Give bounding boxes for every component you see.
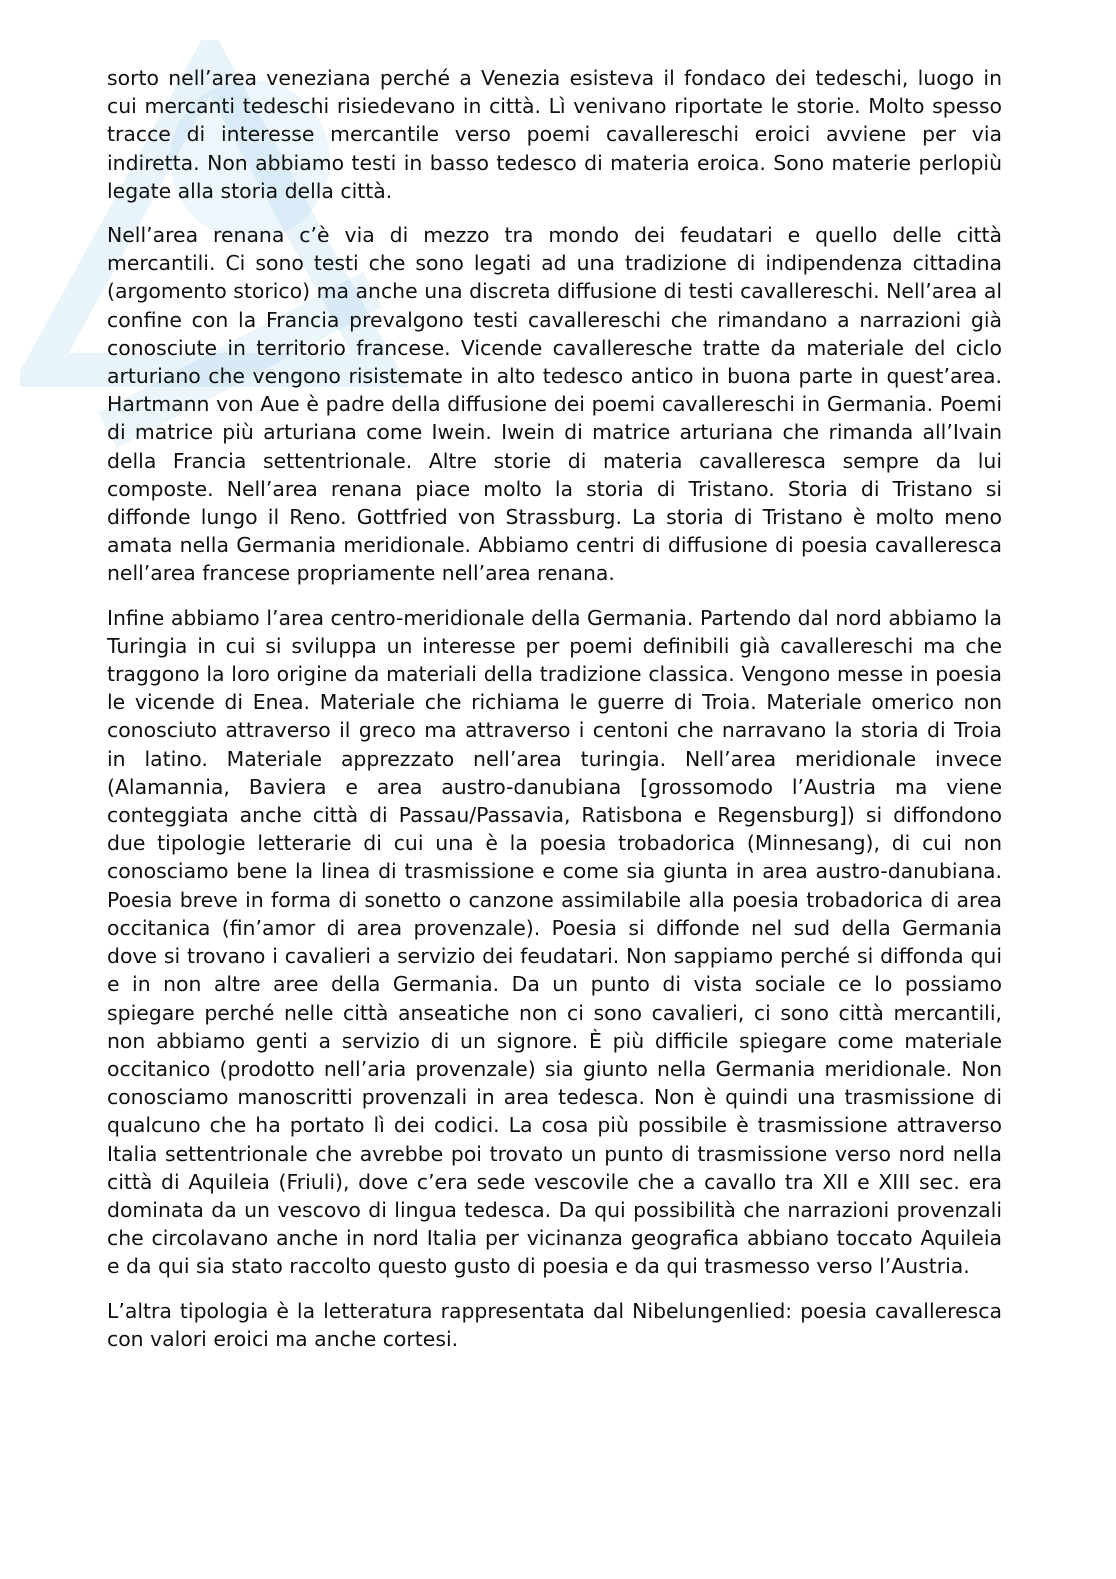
paragraph: L’altra tipologia è la letteratura rappresentata dal Nibelungenlied: poesia cavalleresca con valori eroici ma anche cortesi. bbox=[107, 1298, 1002, 1351]
paragraph: Infine abbiamo l’area centro-meridionale della Germania. Partendo dal nord abbiamo la Turingia in cui si sviluppa un interesse per poemi definibili già cavallereschi ma che traggono la loro origine da materiali della tradizione classica. Vengono messe in poesia le vicende di Enea. Materiale che richiama le guerre di Troia. Materiale omerico non conosciuto attraverso il greco ma attraverso i centoni che narravano la storia di Troia in latino. Materiale apprezzato nell’area turingia. Nell’area meridionale invece (Alamannia, Baviera e area austro-danubiana [grossomodo l’Austria ma viene conteggiata anche città di Passau/Passavia, Ratisbona e Regensburg]) si diffondono due tipologie letterarie di cui una è la poesia trobadorica (Minnesang), di cui non conosciamo bene la linea di trasmissione e come sia giunta in area austro-danubiana. Poesia breve in forma di sonetto o canzone assimilabile alla poesia trobadorica di area occitanica (fin’amor di area provenzale). Poesia si diffonde nel sud della Germania dove si trovano i cavalieri a servizio dei feudatari. Non sappiamo perché si diffonda qui e in non altre aree della Germania. Da un punto di vista sociale ce lo possiamo spiegare perché nelle città anseatiche non ci sono cavalieri, ci sono città mercantili, non abbiamo genti a servizio di un signore. È più difficile spiegare come materiale occitanico (prodotto nell’aria provenzale) sia giunto nella Germania meridionale. Non conosciamo manoscritti provenzali in area tedesca. Non è quindi una trasmissione di qualcuno che ha portato lì dei codici. La cosa più possibile è trasmissione attraverso Italia settentrionale che avrebbe poi trovato un punto di trasmissione verso nord nella città di Aquileia (Friuli), dove c’era sede vescovile che a cavallo tra XII e XIII sec. era dominata da un vescovo di lingua tedesca. Da qui possibilità che narrazioni provenzali che circolavano anche in nord Italia per vicinanza geografica abbiano toccato Aquileia e da qui sia stato raccolto questo gusto di poesia e da qui trasmesso verso l’Austria. bbox=[107, 605, 1002, 1279]
paragraph: sorto nell’area veneziana perché a Venezia esisteva il fondaco dei tedeschi, luogo in cui mercanti tedeschi risiedevano in città. Lì venivano riportate le storie. Molto spesso tracce di interesse mercantile verso poemi cavallereschi eroici avviene per via indiretta. Non abbiamo testi in basso tedesco di materia eroica. Sono materie perlopiù legate alla storia della città. bbox=[107, 66, 1002, 203]
paragraph: Nell’area renana c’è via di mezzo tra mondo dei feudatari e quello delle città mercantili. Ci sono testi che sono legati ad una tradizione di indipendenza cittadina (argomento storico) ma anche una discreta diffusione di testi cavallereschi. Nell’area al confine con la Francia prevalgono testi cavallereschi che rimandano a narrazioni già conosciute in territorio francese. Vicende cavalleresche tratte da materiale del ciclo arturiano che vengono risistemate in alto tedesco antico in buona parte in quest’area. Hartmann von Aue è padre della diffusione dei poemi cavallereschi in Germania. Poemi di matrice più arturiana come Iwein. Iwein di matrice arturiana che rimanda all’Ivain della Francia settentrionale. Altre storie di materia cavalleresca sempre da lui composte. Nell’area renana piace molto la storia di Tristano. Storia di Tristano si diffonde lungo il Reno. Gottfried von Strassburg. La storia di Tristano è molto meno amata nella Germania meridionale. Abbiamo centri di diffusione di poesia cavalleresca nell’area francese propriamente nell’area renana. bbox=[107, 223, 1002, 586]
document-body bbox=[107, 64, 1002, 1369]
